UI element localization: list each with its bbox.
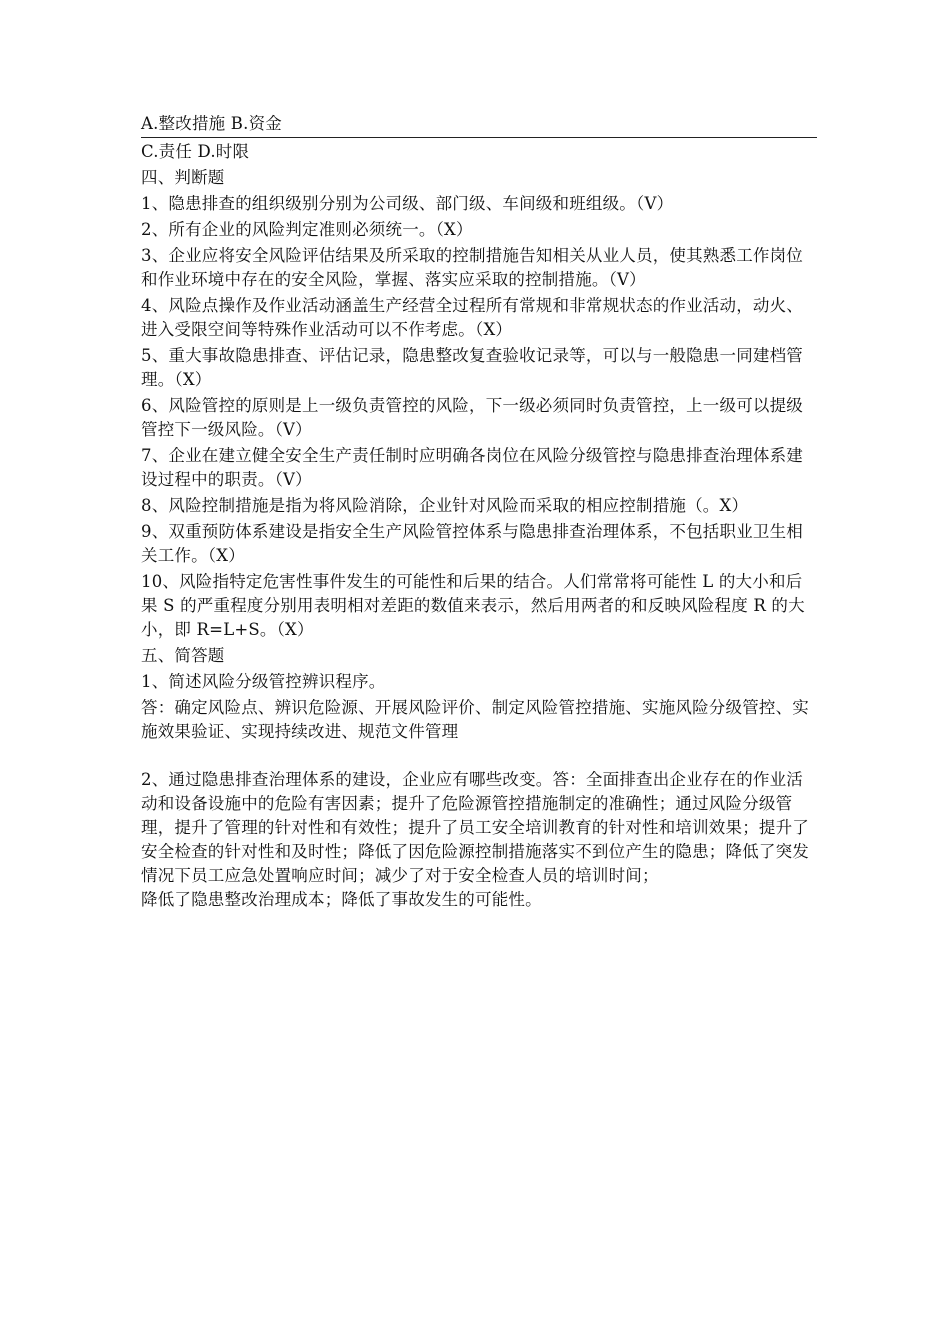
- judgment-item-8: 8、风险控制措施是指为将风险消除，企业针对风险而采取的相应控制措施（。X）: [141, 496, 749, 515]
- section-4-heading: 四、判断题: [141, 168, 225, 187]
- judgment-item-1: 1、隐患排查的组织级别分别为公司级、部门级、车间级和班组级。（V）: [141, 194, 674, 213]
- short-answer-answer-2-continued: 降低了隐患整改治理成本；降低了事故发生的可能性。: [141, 890, 542, 909]
- short-answer-question-1: 1、简述风险分级管控辨识程序。: [141, 672, 386, 691]
- judgment-item-6: 6、风险管控的原则是上一级负责管控的风险，下一级必须同时负责管控，上一级可以提级管控下一级风险。（V）: [141, 396, 803, 439]
- judgment-item-4: 4、风险点操作及作业活动涵盖生产经营全过程所有常规和非常规状态的作业活动，动火、进入受限空间等特殊作业活动可以不作考虑。（X）: [141, 296, 803, 339]
- judgment-item-5: 5、重大事故隐患排查、评估记录，隐患整改复查验收记录等，可以与一般隐患一同建档管理。（X）: [141, 346, 803, 389]
- judgment-item-10: 10、风险指特定危害性事件发生的可能性和后果的结合。人们常常将可能性 L 的大小和后果 S 的严重程度分别用表明相对差距的数值来表示，然后用两者的和反映风险程度 R 的大小，即 R=L+S。（X）: [141, 572, 805, 639]
- judgment-item-3: 3、企业应将安全风险评估结果及所采取的控制措施告知相关从业人员，使其熟悉工作岗位和作业环境中存在的安全风险，掌握、落实应采取的控制措施。（V）: [141, 246, 803, 289]
- short-answer-answer-1: 答：确定风险点、辨识危险源、开展风险评价、制定风险管控措施、实施风险分级管控、实施效果验证、实现持续改进、规范文件管理: [141, 698, 809, 741]
- answer-options-ab: A.整改措施 B.资金: [141, 112, 817, 138]
- judgment-item-7: 7、企业在建立健全安全生产责任制时应明确各岗位在风险分级管控与隐患排查治理体系建设过程中的职责。（V）: [141, 446, 803, 489]
- document-body: [141, 112, 817, 912]
- short-answer-question-2: 2、通过隐患排查治理体系的建设，企业应有哪些改变。答：全面排查出企业存在的作业活动和设备设施中的危险有害因素；提升了危险源管控措施制定的准确性；通过风险分级管理，提升了管理的针对性和有效性；提升了员工安全培训教育的针对性和培训效果；提升了安全检查的针对性和及时性；降低了因危险源控制措施落实不到位产生的隐患；降低了突发情况下员工应急处置响应时间；减少了对于安全检查人员的培训时间；: [141, 770, 809, 885]
- answer-options-cd: C.责任 D.时限: [141, 142, 250, 161]
- judgment-item-9: 9、双重预防体系建设是指安全生产风险管控体系与隐患排查治理体系，不包括职业卫生相关工作。（X）: [141, 522, 803, 565]
- judgment-item-2: 2、所有企业的风险判定准则必须统一。（X）: [141, 220, 473, 239]
- section-5-heading: 五、简答题: [141, 646, 225, 665]
